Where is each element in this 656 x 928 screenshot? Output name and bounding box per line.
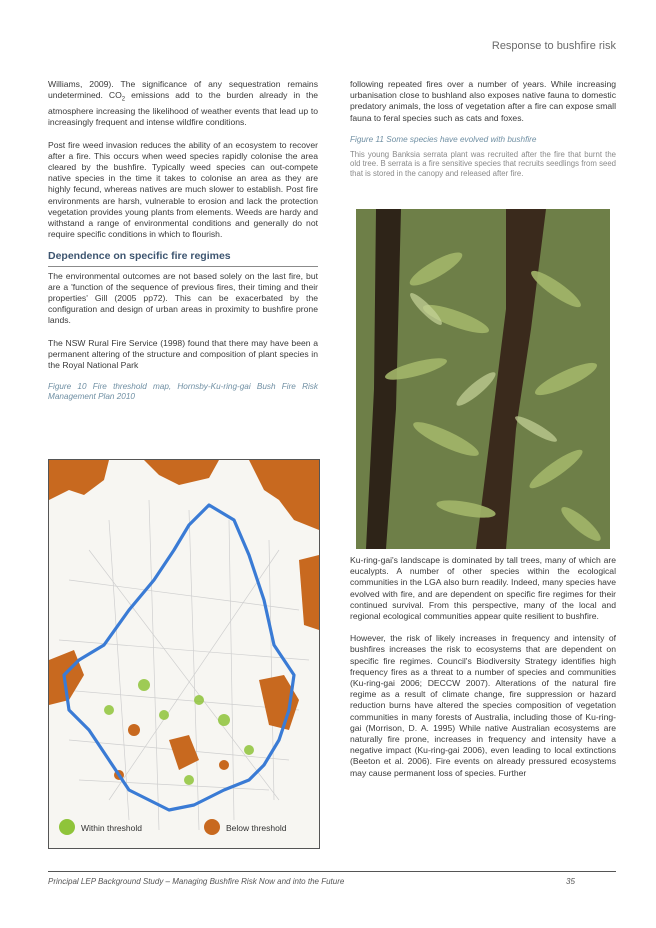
footer-divider [48,871,616,872]
figure-caption: Figure 11 Some species have evolved with bushfire [350,134,537,144]
left-column [48,79,318,407]
paragraph: Ku-ring-gai's landscape is dominated by tall trees, many of which are eucalypts. A number of other species within the ecological communities in the LGA also burn readily. Indeed, many species have evolved with fire, and are dependent on specific fire regimes for their continued survival. From this perspective, many of the local and regional ecological communities appear quite resilient to bushfire. [350,555,616,622]
figure-caption: Figure 10 Fire threshold map, Hornsby-Ku-ring-gai Bush Fire Risk Management Plan 2010 [48,382,318,402]
map-svg [49,460,319,848]
section-heading: Dependence on specific fire regimes [48,251,318,266]
below-threshold-swatch [204,819,220,835]
right-column-lower [350,555,616,790]
paragraph: The NSW Rural Fire Service (1998) found that there may have been a permanent altering of the structure and composition of plant species in the Royal National Park [48,337,318,370]
legend-within-label: Within threshold [81,823,142,833]
footer-document-title: Principal LEP Background Study – Managing Bushfire Risk Now and into the Future [48,877,345,886]
paragraph-text: emissions add to the burden already in the atmosphere increasing the likelihood of weather events that lead up to increasingly frequent and intense wildfire conditions. [48,90,319,128]
paragraph: following repeated fires over a number of years. While increasing urbanisation close to bushland also exposes native fauna to domestic predatory animals, the loss of vegetation after a fire can expose small fauna to feral species such as cats and foxes. [350,79,616,123]
legend-below-label: Below threshold [226,823,287,833]
banksia-photo [356,209,610,549]
right-column [350,79,616,185]
figure-description: This young Banksia serrata plant was recruited after the fire that burnt the old tree. B serrata is a fire sensitive species that recruits seedlings from seed that is stored in the canopy and released after fire. [350,149,616,178]
page-header-title: Response to bushfire risk [491,40,616,52]
paragraph-text: Williams, 2009). The significance of any sequestration remains undetermined. CO [48,79,318,101]
paragraph: The environmental outcomes are not based solely on the last fire, but are a 'function of the sequence of previous fires, their timing and their properties' Gill (2005 pp72). This can be exacerbated by the configuration and design of urban areas in proximity to bushfire prone lands. [48,270,318,326]
paragraph [48,79,318,129]
within-threshold-swatch [59,819,75,835]
footer-page-number: 35 [566,877,575,886]
paragraph: Post fire weed invasion reduces the ability of an ecosystem to recover after a fire. This occurs when weed species rapidly colonise the area cleared by the bushfire. Typically weed species can out-compete native species in the time it takes to colonise an area as they are highly fecund, whereas natives are much slower to establish. Post fire environments are harsh, vulnerable to erosion and lack the protection vegetation provides young plants from elements. Weeds are hardy and withstand a range of environmental conditions and generally do not require specific conditions in which to flourish. [48,139,318,240]
fire-threshold-map [48,459,320,849]
photo-svg [356,209,610,549]
paragraph: However, the risk of likely increases in frequency and intensity of bushfires increases the risk to ecosystems that are dependent on specific fire regimes. Council's Biodiversity Strategy identifies high frequency fires as a threat to a number of species and communities (Ku-ring-gai 2006; DECCW 2007). Alterations of the natural fire regime as a result of climate change, fire suppression or hazard reduction burns have altered the species composition of vegetation communities in many forests of Australia, including those of Ku-ring-gai (Morrison, D. A. 1995) While native Australian ecosystems are naturally fire prone, increases in frequency and intensity have a negative impact (Ku-ring-gai 2006), even leading to local extinctions (Beeton et al. 2006). Fire events on already pressured ecosystems may cause permanent loss of species. Further [350,633,616,778]
subscript: 2 [121,96,126,103]
